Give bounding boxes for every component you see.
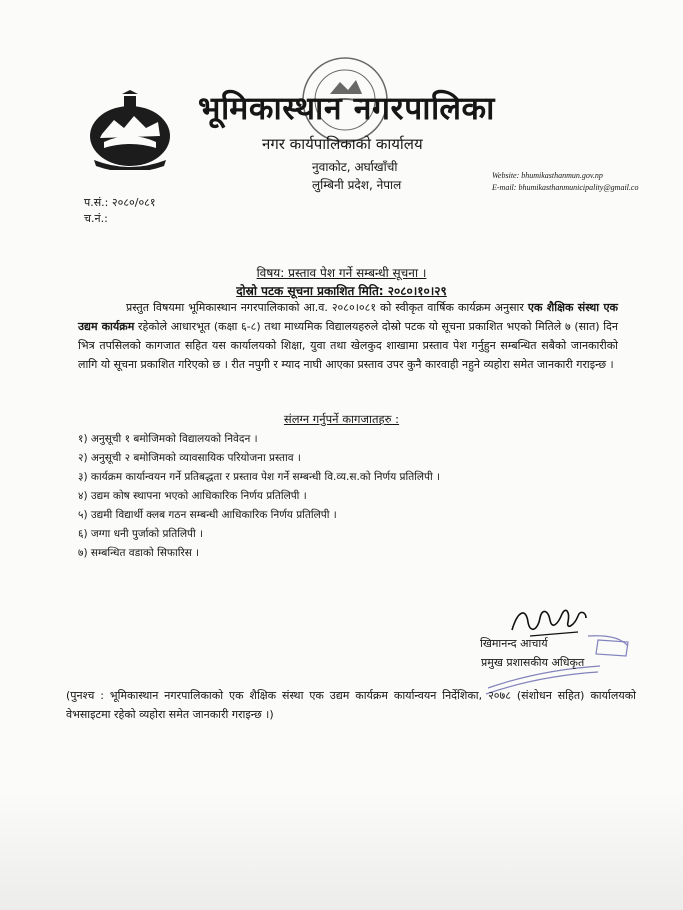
contact-info bbox=[492, 170, 638, 194]
letter-number: प.सं.: २०८०/०८१ bbox=[84, 196, 156, 209]
address-province: लुम्बिनी प्रदेश, नेपाल bbox=[312, 178, 402, 192]
enclosures-list bbox=[78, 430, 440, 563]
signatory-designation: प्रमुख प्रशासकीय अधिकृत bbox=[481, 656, 585, 669]
municipality-name: भूमिकास्थान नगरपालिका bbox=[198, 89, 495, 127]
enclosures-title: संलग्न गर्नुपर्ने कागजातहरु : bbox=[283, 412, 400, 426]
program-name: एक शैक्षिक संस्था एक उद्यम कार्यक्रम bbox=[78, 301, 618, 333]
notice-subject: विषय: प्रस्ताव पेश गर्ने सम्बन्धी सूचना । bbox=[256, 266, 427, 280]
list-item: १) अनुसूची १ बमोजिमको विद्यालयको निवेदन । bbox=[78, 433, 258, 445]
office-name: नगर कार्यपालिकाको कार्यालय bbox=[262, 135, 423, 153]
list-item: ४) उद्यम कोष स्थापना भएको आधिकारिक निर्णय प्रतिलिपी । bbox=[78, 490, 307, 502]
postscript-note: (पुनश्च : भूमिकास्थान नगरपालिकाको एक शैक्षिक संस्था एक उद्यम कार्यक्रम कार्यान्वयन निर्देशिका, २०७८ (संशोधन सहित) कार्यालयको वेभसाइटमा रहेको व्यहोरा समेत जानकारी गराइन्छ ।) bbox=[66, 689, 636, 721]
list-item: ३) कार्यक्रम कार्यान्वयन गर्ने प्रतिबद्धता र प्रस्ताव पेश गर्ने सम्बन्धी वि.व्य.स.को निर्णय प्रतिलिपी । bbox=[78, 471, 441, 483]
reference-numbers bbox=[84, 195, 156, 227]
list-item: ६) जग्गा धनी पुर्जाको प्रतिलिपी । bbox=[78, 528, 204, 540]
body-text-part2: रहेकोले आधारभूत (कक्षा ६-८) तथा माध्यमिक विद्यालयहरुले दोस्रो पटक यो सूचना प्रकाशित भएको मितिले ७ (सात) दिन भित्र तपसिलको कागजात सहित यस कार्यालयको शिक्षा, युवा तथा खेलकुद शाखामा प्रस्ताव पेश गर्नुहुन सम्बन्धित सबैको जानकारीको लागि यो सूचना प्रकाशित गरिएको छ । रीत नपुगी र म्याद नाघी आएका प्रस्ताव उपर कुनै कारवाही नहुने व्यहोरा समेत जानकारी गराइन्छ । bbox=[78, 320, 619, 371]
list-item: ७) सम्बन्धित वडाको सिफारिस । bbox=[78, 547, 200, 559]
address-district: नुवाकोट, अर्घाखाँची bbox=[312, 160, 398, 174]
website-text: Website: bhumikasthanmun.gov.np bbox=[492, 171, 603, 180]
nepal-emblem-icon bbox=[84, 90, 176, 170]
list-item: ५) उद्यमी विद्यार्थी क्लब गठन सम्बन्धी आधिकारिक निर्णय प्रतिलिपी । bbox=[78, 509, 337, 521]
signatory-name: खिमानन्द आचार्य bbox=[480, 637, 548, 650]
dispatch-number: च.नं.: bbox=[84, 212, 108, 225]
list-item: २) अनुसूची २ बमोजिमको व्यावसायिक परियोजना प्रस्ताव । bbox=[78, 452, 301, 464]
publication-date: दोस्रो पटक सूचना प्रकाशित मिति: २०८०।१०।२९ bbox=[236, 284, 447, 298]
email-text: E-mail: bhumikasthanmunicipality@gmail.co bbox=[492, 183, 639, 192]
body-text-part1: प्रस्तुत विषयमा भूमिकास्थान नगरपालिकाको आ.व. २०८०।०८१ को स्वीकृत वार्षिक कार्यक्रम अनुसार bbox=[126, 301, 524, 314]
notice-body bbox=[78, 298, 618, 374]
